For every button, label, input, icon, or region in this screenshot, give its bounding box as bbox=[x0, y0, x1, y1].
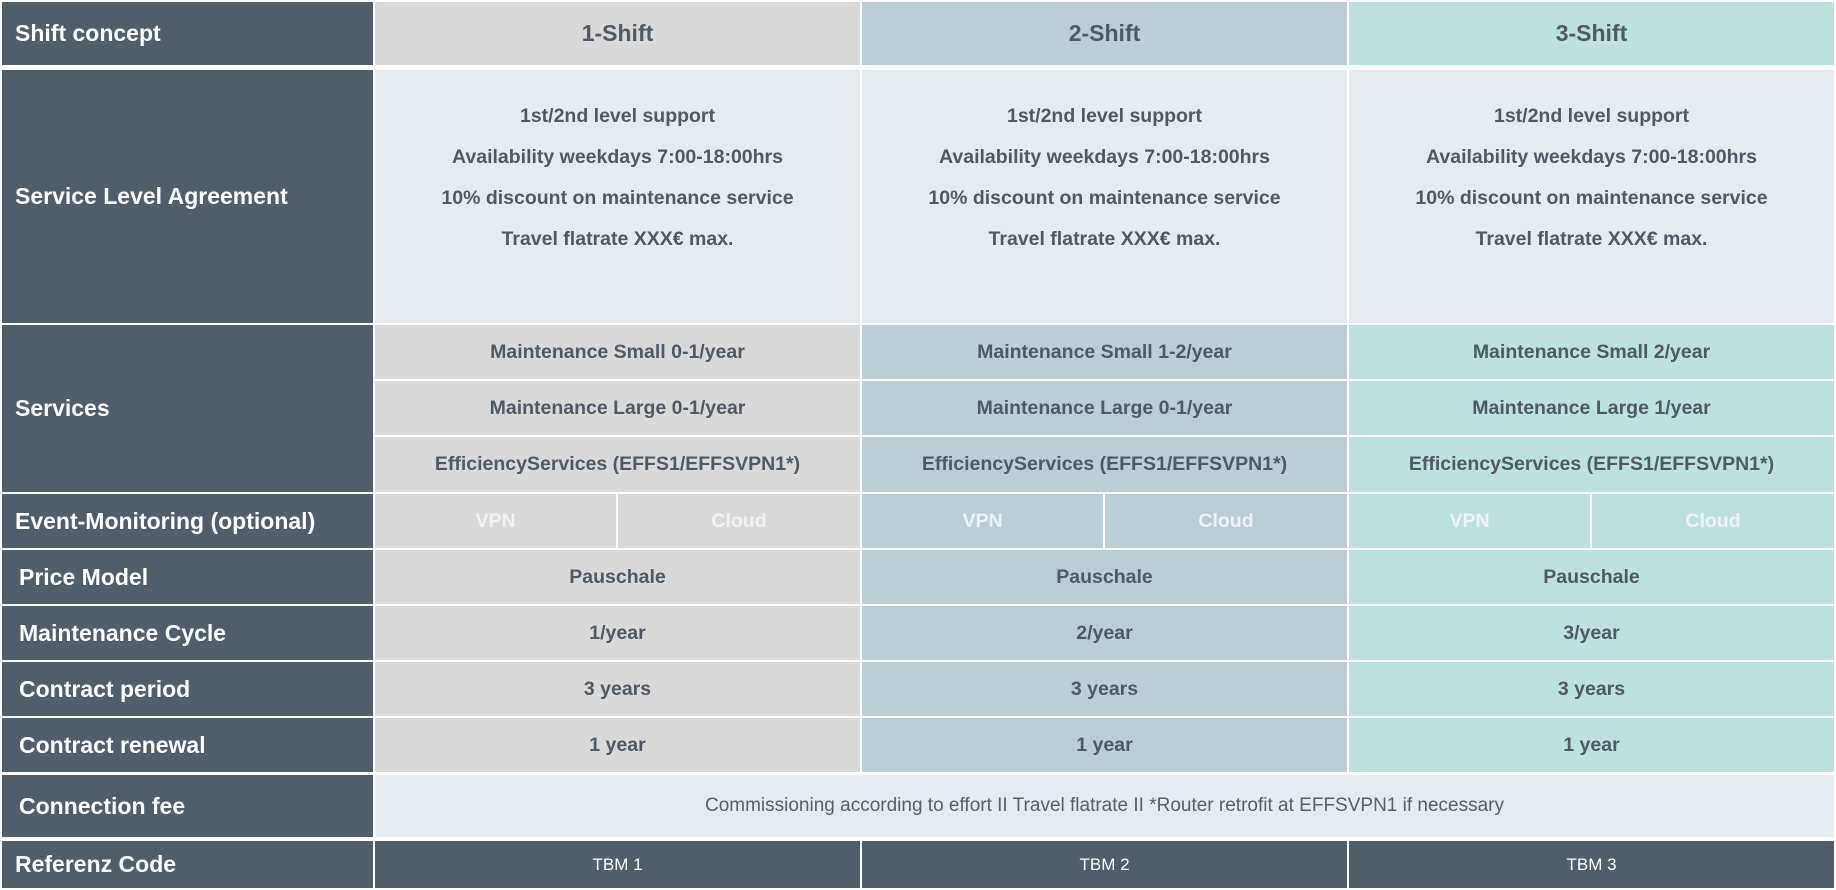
service-large-1-shift: Maintenance Large 0-1/year bbox=[375, 381, 860, 435]
service-efficiency-1-shift: EfficiencyServices (EFFS1/EFFSVPN1*) bbox=[375, 437, 860, 492]
sla-line: Travel flatrate XXX€ max. bbox=[501, 227, 734, 250]
contract-period-1-shift: 3 years bbox=[375, 662, 860, 716]
sla-line: 10% discount on maintenance service bbox=[441, 186, 794, 209]
contract-period-label: Contract period bbox=[2, 662, 373, 716]
service-large-3-shift: Maintenance Large 1/year bbox=[1349, 381, 1834, 435]
connection-fee-text: Commissioning according to effort II Travel flatrate II *Router retrofit at EFFSVPN1 if necessary bbox=[375, 775, 1834, 837]
monitoring-label: Event-Monitoring (optional) bbox=[2, 494, 373, 548]
sla-line: Travel flatrate XXX€ max. bbox=[988, 227, 1221, 250]
sla-line: 1st/2nd level support bbox=[1006, 104, 1203, 127]
contract-period-3-shift: 3 years bbox=[1349, 662, 1834, 716]
maintenance-cycle-3-shift: 3/year bbox=[1349, 606, 1834, 660]
price-model-1-shift: Pauschale bbox=[375, 550, 860, 604]
maintenance-cycle-label: Maintenance Cycle bbox=[2, 606, 373, 660]
sla-line: Availability weekdays 7:00-18:00hrs bbox=[1426, 145, 1757, 168]
monitoring-cloud-2-shift: Cloud bbox=[1105, 494, 1347, 548]
reference-code-label: Referenz Code bbox=[2, 841, 373, 888]
monitoring-cloud-3-shift: Cloud bbox=[1592, 494, 1834, 548]
sla-line: 10% discount on maintenance service bbox=[1415, 186, 1768, 209]
monitoring-vpn-2-shift: VPN bbox=[862, 494, 1103, 548]
price-model-3-shift: Pauschale bbox=[1349, 550, 1834, 604]
sla-line: Travel flatrate XXX€ max. bbox=[1475, 227, 1708, 250]
contract-renewal-1-shift: 1 year bbox=[375, 718, 860, 772]
contract-renewal-label: Contract renewal bbox=[2, 718, 373, 772]
maintenance-cycle-1-shift: 1/year bbox=[375, 606, 860, 660]
contract-renewal-3-shift: 1 year bbox=[1349, 718, 1834, 772]
reference-code-3-shift: TBM 3 bbox=[1349, 841, 1834, 888]
header-1-shift: 1-Shift bbox=[375, 2, 860, 65]
price-model-2-shift: Pauschale bbox=[862, 550, 1347, 604]
reference-code-1-shift: TBM 1 bbox=[375, 841, 860, 888]
maintenance-cycle-2-shift: 2/year bbox=[862, 606, 1347, 660]
service-efficiency-2-shift: EfficiencyServices (EFFS1/EFFSVPN1*) bbox=[862, 437, 1347, 492]
contract-renewal-2-shift: 1 year bbox=[862, 718, 1347, 772]
sla-label: Service Level Agreement bbox=[2, 70, 373, 323]
services-label: Services bbox=[2, 325, 373, 492]
service-large-2-shift: Maintenance Large 0-1/year bbox=[862, 381, 1347, 435]
monitoring-cloud-1-shift: Cloud bbox=[618, 494, 860, 548]
header-3-shift: 3-Shift bbox=[1349, 2, 1834, 65]
sla-1-shift bbox=[375, 70, 860, 323]
header-label: Shift concept bbox=[2, 2, 373, 65]
service-small-1-shift: Maintenance Small 0-1/year bbox=[375, 325, 860, 379]
sla-line: 10% discount on maintenance service bbox=[928, 186, 1281, 209]
sla-line: Availability weekdays 7:00-18:00hrs bbox=[939, 145, 1270, 168]
service-small-3-shift: Maintenance Small 2/year bbox=[1349, 325, 1834, 379]
monitoring-vpn-1-shift: VPN bbox=[375, 494, 616, 548]
sla-line: Availability weekdays 7:00-18:00hrs bbox=[452, 145, 783, 168]
sla-2-shift bbox=[862, 70, 1347, 323]
service-efficiency-3-shift: EfficiencyServices (EFFS1/EFFSVPN1*) bbox=[1349, 437, 1834, 492]
sla-line: 1st/2nd level support bbox=[1493, 104, 1690, 127]
sla-3-shift bbox=[1349, 70, 1834, 323]
sla-line: 1st/2nd level support bbox=[519, 104, 716, 127]
reference-code-2-shift: TBM 2 bbox=[862, 841, 1347, 888]
price-model-label: Price Model bbox=[2, 550, 373, 604]
header-2-shift: 2-Shift bbox=[862, 2, 1347, 65]
monitoring-vpn-3-shift: VPN bbox=[1349, 494, 1590, 548]
service-small-2-shift: Maintenance Small 1-2/year bbox=[862, 325, 1347, 379]
connection-fee-label: Connection fee bbox=[2, 775, 373, 837]
contract-period-2-shift: 3 years bbox=[862, 662, 1347, 716]
